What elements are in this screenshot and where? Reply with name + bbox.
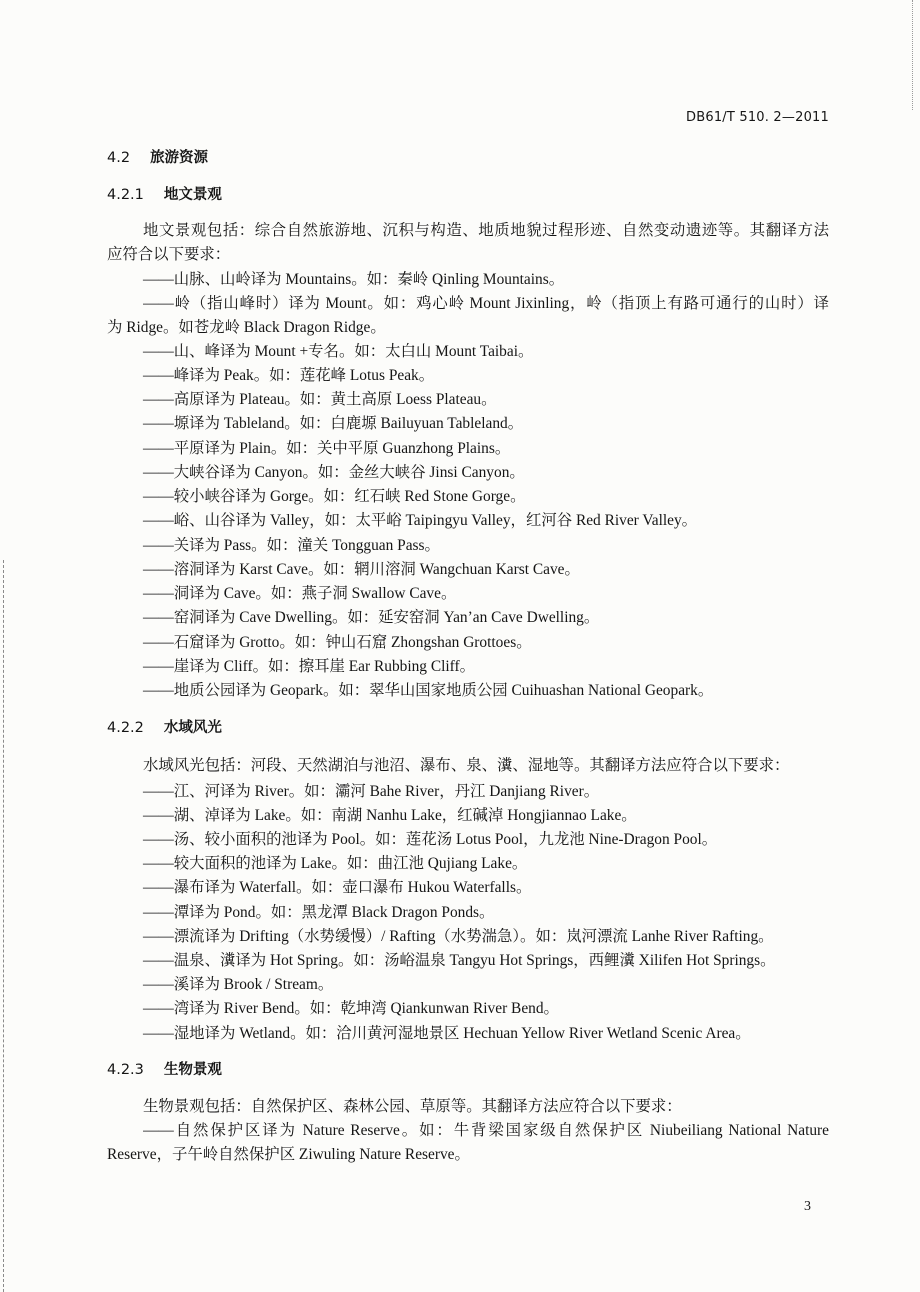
list-item-line: ——汤、较小面积的池译为 Pool。如：莲花汤 Lotus Pool，九龙池 Nine-Dragon Pool。 bbox=[143, 831, 718, 848]
document-code: DB61/T 510. 2—2011 bbox=[686, 110, 829, 125]
list-item-line: ——窑洞译为 Cave Dwelling。如：延安窑洞 Yan’an Cave Dwelling。 bbox=[143, 609, 600, 626]
page-number: 3 bbox=[804, 1199, 811, 1214]
section-title: 地文景观 bbox=[163, 187, 222, 203]
list-item-line: ——湿地译为 Wetland。如：洽川黄河湿地景区 Hechuan Yellow River Wetland Scenic Area。 bbox=[143, 1025, 751, 1042]
intro-text-line: 水域风光包括：河段、天然湖泊与池沼、瀑布、泉、瀵、湿地等。其翻译方法应符合以下要求： bbox=[143, 757, 790, 774]
list-item-line: ——关译为 Pass。如：潼关 Tongguan Pass。 bbox=[143, 537, 440, 554]
list-item-line: ——塬译为 Tableland。如：白鹿塬 Bailuyuan Tableland。 bbox=[143, 415, 524, 432]
intro-text-line: 地文景观包括：综合自然旅游地、沉积与构造、地质地貌过程形迹、自然变动遗迹等。其翻译方法 bbox=[143, 222, 829, 239]
list-item-line: ——石窟译为 Grotto。如：钟山石窟 Zhongshan Grottoes。 bbox=[143, 634, 532, 651]
section-title: 生物景观 bbox=[163, 1062, 222, 1078]
list-item-line: ——溪译为 Brook / Stream。 bbox=[143, 976, 334, 993]
scan-edge-marks-left bbox=[3, 560, 4, 1292]
list-item-line: ——高原译为 Plateau。如：黄土高原 Loess Plateau。 bbox=[143, 391, 497, 408]
list-item-line: ——峰译为 Peak。如：莲花峰 Lotus Peak。 bbox=[143, 367, 435, 384]
section-number: 4.2.3 bbox=[107, 1062, 144, 1078]
list-item-line: ——较大面积的池译为 Lake。如：曲江池 Qujiang Lake。 bbox=[143, 855, 528, 872]
list-item-line: ——温泉、瀵译为 Hot Spring。如：汤峪温泉 Tangyu Hot Springs，西鲤瀵 Xilifen Hot Springs。 bbox=[143, 952, 776, 969]
list-item-line: ——自然保护区译为 Nature Reserve。如：牛背梁国家级自然保护区 Niubeiliang National Nature bbox=[143, 1122, 829, 1139]
list-item-line: ——峪、山谷译为 Valley，如：太平峪 Taipingyu Valley，红河谷 Red River Valley。 bbox=[143, 512, 698, 529]
section-heading-4-2 bbox=[107, 147, 208, 169]
section-number: 4.2.2 bbox=[107, 720, 144, 736]
section-number: 4.2.1 bbox=[107, 187, 144, 203]
list-item-line: ——大峡谷译为 Canyon。如：金丝大峡谷 Jinsi Canyon。 bbox=[143, 464, 525, 481]
section-title: 水域风光 bbox=[163, 720, 222, 736]
list-item-line: ——山脉、山岭译为 Mountains。如：秦岭 Qinling Mountains。 bbox=[143, 271, 565, 288]
list-item-line: ——崖译为 Cliff。如：擦耳崖 Ear Rubbing Cliff。 bbox=[143, 658, 476, 675]
list-item-line: ——湖、淖译为 Lake。如：南湖 Nanhu Lake，红碱淖 Hongjiannao Lake。 bbox=[143, 807, 637, 824]
section-heading-4-2-2 bbox=[107, 717, 222, 739]
list-item-line: ——漂流译为 Drifting（水势缓慢）/ Rafting（水势湍急）。如：岚河漂流 Lanhe River Rafting。 bbox=[143, 928, 774, 945]
list-item-line: ——较小峡谷译为 Gorge。如：红石峡 Red Stone Gorge。 bbox=[143, 488, 526, 505]
list-item-line: ——山、峰译为 Mount +专名。如：太白山 Mount Taibai。 bbox=[143, 343, 534, 360]
list-item-line: ——溶洞译为 Karst Cave。如：辋川溶洞 Wangchuan Karst Cave。 bbox=[143, 561, 580, 578]
list-item-line: ——地质公园译为 Geopark。如：翠华山国家地质公园 Cuihuashan National Geopark。 bbox=[143, 682, 714, 699]
scan-edge-marks-right bbox=[912, 0, 913, 110]
section-heading-4-2-1 bbox=[107, 184, 222, 206]
list-item-line: ——洞译为 Cave。如：燕子洞 Swallow Cave。 bbox=[143, 585, 457, 602]
list-item-line: ——湾译为 River Bend。如：乾坤湾 Qiankunwan River Bend。 bbox=[143, 1000, 559, 1017]
list-item-continuation: Reserve，子午岭自然保护区 Ziwuling Nature Reserve。 bbox=[107, 1146, 470, 1163]
section-title: 旅游资源 bbox=[150, 150, 209, 166]
section-number: 4.2 bbox=[107, 150, 131, 166]
section-heading-4-2-3 bbox=[107, 1059, 222, 1081]
list-item-line: ——平原译为 Plain。如：关中平原 Guanzhong Plains。 bbox=[143, 440, 511, 457]
list-item-line: ——岭（指山峰时）译为 Mount。如：鸡心岭 Mount Jixinling，岭（指顶上有路可通行的山时）译 bbox=[143, 295, 829, 312]
list-item-line: ——瀑布译为 Waterfall。如：壶口瀑布 Hukou Waterfalls。 bbox=[143, 879, 532, 896]
list-item-continuation: 为 Ridge。如苍龙岭 Black Dragon Ridge。 bbox=[107, 319, 386, 336]
list-item-line: ——潭译为 Pond。如：黑龙潭 Black Dragon Ponds。 bbox=[143, 904, 495, 921]
intro-text-line: 生物景观包括：自然保护区、森林公园、草原等。其翻译方法应符合以下要求： bbox=[143, 1098, 682, 1115]
list-item-line: ——江、河译为 River。如：灞河 Bahe River，丹江 Danjiang River。 bbox=[143, 783, 600, 800]
intro-text-line: 应符合以下要求： bbox=[107, 246, 231, 263]
